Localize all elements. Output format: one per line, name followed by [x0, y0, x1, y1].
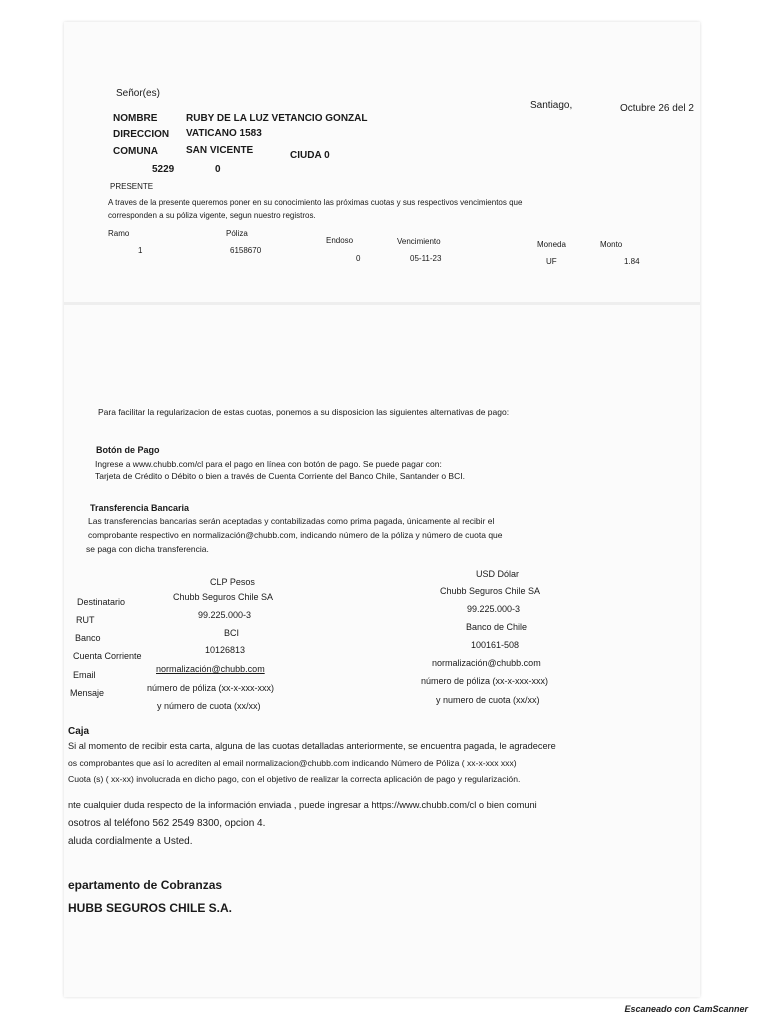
clp-rut: 99.225.000-3 [198, 610, 252, 620]
cell-ramo: 1 [138, 246, 143, 255]
clp-destinatario: Chubb Seguros Chile SA [173, 592, 274, 602]
label-rut: RUT [76, 615, 95, 625]
clp-mensaje-2: y número de cuota (xx/xx) [157, 701, 261, 711]
col-vencimiento: Vencimiento [397, 237, 441, 246]
usd-email: normalización@chubb.com [432, 658, 541, 668]
usd-destinatario: Chubb Seguros Chile SA [440, 586, 541, 596]
contact-line-1: nte cualquier duda respecto de la información enviada , puede ingresar a https://www.chubb.com/cl o bien comuni [68, 800, 537, 810]
col-monto: Monto [600, 240, 623, 249]
caja-line-1: Si al momento de recibir esta carta, alguna de las cuotas detalladas anteriormente, se encuentra pagada, le agradecere [68, 741, 556, 751]
col-endoso: Endoso [326, 236, 354, 245]
transferencia-line-2: comprobante respectivo en normalización@chubb.com, indicando número de la póliza y número de cuota que [88, 530, 503, 540]
direccion-label: DIRECCION [113, 129, 170, 140]
cell-vencimiento: 05-11-23 [410, 254, 442, 263]
caja-line-3: Cuota (s) ( xx-xx) involucrada en dicho pago, con el objetivo de realizar la correcta aplicación de pago y regularización. [68, 774, 521, 784]
clp-title: CLP Pesos [210, 577, 255, 587]
page-fold-line [64, 302, 700, 305]
boton-pago-title: Botón de Pago [96, 445, 160, 455]
col-moneda: Moneda [537, 240, 566, 249]
direccion-value: VATICANO 1583 [186, 128, 262, 139]
salutation: Señor(es) [116, 88, 160, 99]
usd-rut: 99.225.000-3 [467, 604, 521, 614]
signature-company: HUBB SEGUROS CHILE S.A. [68, 901, 233, 915]
caja-line-2: os comprobantes que así lo acrediten al email normalizacion@chubb.com indicando Número de Póliza ( xx-x-xxx xxx) [68, 758, 517, 768]
contact-line-3: aluda cordialmente a Usted. [68, 836, 193, 847]
presente-label: PRESENTE [110, 182, 154, 191]
label-banco: Banco [75, 633, 101, 643]
code-2: 0 [215, 164, 221, 175]
comuna-label: COMUNA [113, 146, 158, 157]
label-email: Email [73, 670, 96, 680]
transferencia-line-3: se paga con dicha transferencia. [86, 544, 209, 554]
usd-banco: Banco de Chile [466, 622, 528, 632]
transferencia-line-1: Las transferencias bancarias serán aceptadas y contabilizadas como prima pagada, únicamente al recibir el [88, 516, 495, 526]
signature-department: epartamento de Cobranzas [68, 878, 223, 892]
col-poliza: Póliza [226, 229, 248, 238]
letter-date: Octubre 26 del 2 [620, 103, 694, 114]
label-cuenta-corriente: Cuenta Corriente [73, 651, 142, 661]
contact-line-2: osotros al teléfono 562 2549 8300, opcion 4. [68, 818, 266, 829]
camscanner-watermark: Escaneado con CamScanner [624, 1004, 748, 1014]
col-ramo: Ramo [108, 229, 130, 238]
usd-cuenta: 100161-508 [471, 640, 520, 650]
boton-pago-line-2: Tarjeta de Crédito o Débito o bien a través de Cuenta Corriente del Banco Chile, Santander o BCI. [95, 471, 465, 481]
cell-moneda: UF [546, 257, 557, 266]
transferencia-title: Transferencia Bancaria [90, 503, 190, 513]
nombre-value: RUBY DE LA LUZ VETANCIO GONZAL [186, 113, 368, 124]
label-destinatario: Destinatario [77, 597, 126, 607]
intro-line-2: corresponden a su póliza vigente, segun nuestro registros. [108, 211, 316, 220]
usd-mensaje-1: número de póliza (xx-x-xxx-xxx) [421, 676, 549, 686]
cell-poliza: 6158670 [230, 246, 262, 255]
clp-cuenta: 10126813 [205, 645, 246, 655]
clp-email-link[interactable]: normalización@chubb.com [156, 664, 265, 674]
cell-monto: 1.84 [624, 257, 640, 266]
nombre-label: NOMBRE [113, 113, 158, 124]
ciudad-value: CIUDA 0 [290, 150, 330, 161]
clp-banco: BCI [224, 628, 240, 638]
code-1: 5229 [152, 164, 175, 175]
boton-pago-line-1: Ingrese a www.chubb.com/cl para el pago en línea con botón de pago. Se puede pagar con: [95, 459, 442, 469]
intro-line-1: A traves de la presente queremos poner en su conocimiento las próximas cuotas y sus respectivos vencimientos que [108, 198, 523, 207]
label-mensaje: Mensaje [70, 688, 105, 698]
usd-mensaje-2: y numero de cuota (xx/xx) [436, 695, 540, 705]
alternatives-intro: Para facilitar la regularizacion de estas cuotas, ponemos a su disposicion las siguientes alternativas de pago: [98, 407, 510, 417]
clp-mensaje-1: número de póliza (xx-x-xxx-xxx) [147, 683, 275, 693]
usd-title: USD Dólar [476, 569, 520, 579]
cell-endoso: 0 [356, 254, 361, 263]
comuna-value: SAN VICENTE [186, 145, 254, 156]
caja-title: Caja [68, 726, 90, 737]
city-label: Santiago, [530, 100, 573, 111]
